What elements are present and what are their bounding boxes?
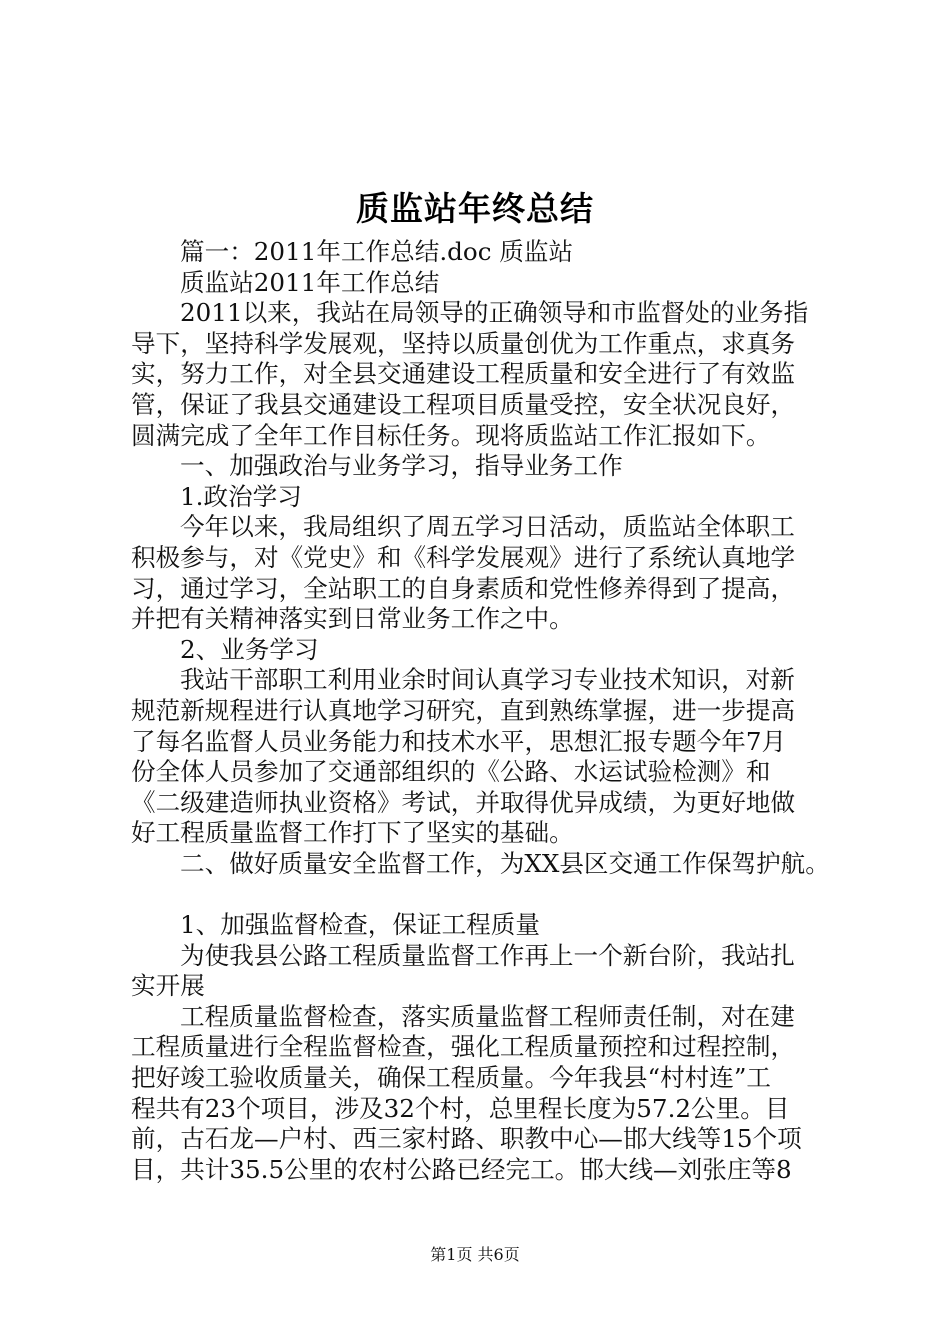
page-number-footer: 第1页 共6页 — [430, 1245, 520, 1264]
subsection-heading: 1.政治学习 — [180, 481, 302, 511]
paragraph-line: 前，古石龙—户村、西三家村路、职教中心—邯大线等15个项 — [131, 1124, 802, 1154]
paragraph-line: 好工程质量监督工作打下了坚实的基础。 — [131, 818, 574, 848]
paragraph-line: 实，努力工作，对全县交通建设工程质量和安全进行了有效监 — [131, 359, 796, 389]
paragraph-line: 圆满完成了全年工作目标任务。现将质监站工作汇报如下。 — [131, 420, 771, 450]
section-heading: 二、做好质量安全监督工作，为XX县区交通工作保驾护航。 — [180, 848, 830, 878]
paragraph-line: 实开展 — [131, 971, 205, 1001]
paragraph-line: 《二级建造师执业资格》考试，并取得优异成绩，为更好地做 — [131, 787, 796, 817]
paragraph-line: 工程质量进行全程监督检查，强化工程质量预控和过程控制， — [131, 1032, 796, 1062]
blank-line — [131, 879, 833, 910]
paragraph-line: 今年以来，我局组织了周五学习日活动，质监站全体职工 — [180, 512, 795, 542]
paragraph-line: 我站干部职工利用业余时间认真学习专业技术知识，对新 — [180, 665, 795, 695]
paragraph-line: 份全体人员参加了交通部组织的《公路、水运试验检测》和 — [131, 757, 771, 787]
subsection-heading: 1、加强监督检查，保证工程质量 — [180, 910, 540, 940]
paragraph-line: 积极参与，对《党史》和《科学发展观》进行了系统认真地学 — [131, 542, 796, 572]
paragraph-line: 2011以来，我站在局领导的正确领导和市监督处的业务指 — [180, 298, 809, 328]
paragraph-line: 把好竣工验收质量关，确保工程质量。今年我县“村村连”工 — [131, 1063, 771, 1093]
document-body — [131, 237, 833, 1185]
paragraph-line: 管，保证了我县交通建设工程项目质量受控，安全状况良好， — [131, 389, 796, 419]
subsection-heading: 2、业务学习 — [180, 634, 319, 664]
paragraph-line: 目，共计35.5公里的农村公路已经完工。邯大线—刘张庄等8 — [131, 1154, 792, 1184]
paragraph-line: 程共有23个项目，涉及32个村，总里程长度为57.2公里。目 — [131, 1093, 790, 1123]
paragraph-line: 了每名监督人员业务能力和技术水平，思想汇报专题今年7月 — [131, 726, 787, 756]
paragraph-line: 为使我县公路工程质量监督工作再上一个新台阶，我站扎 — [180, 940, 795, 970]
paragraph-line: 工程质量监督检查，落实质量监督工程师责任制，对在建 — [180, 1001, 795, 1031]
section-heading: 一、加强政治与业务学习，指导业务工作 — [180, 451, 623, 481]
document-title: 质监站年终总结 — [356, 189, 594, 228]
paragraph-line: 导下，坚持科学发展观，坚持以质量创优为工作重点，求真务 — [131, 328, 796, 358]
paragraph-line: 质监站2011年工作总结 — [180, 267, 440, 297]
paragraph-line: 篇一：2011年工作总结.doc 质监站 — [180, 237, 574, 266]
paragraph-line: 规范新规程进行认真地学习研究，直到熟练掌握，进一步提高 — [131, 695, 796, 725]
paragraph-line: 习，通过学习，全站职工的自身素质和党性修养得到了提高， — [131, 573, 796, 603]
paragraph-line: 并把有关精神落实到日常业务工作之中。 — [131, 604, 574, 634]
